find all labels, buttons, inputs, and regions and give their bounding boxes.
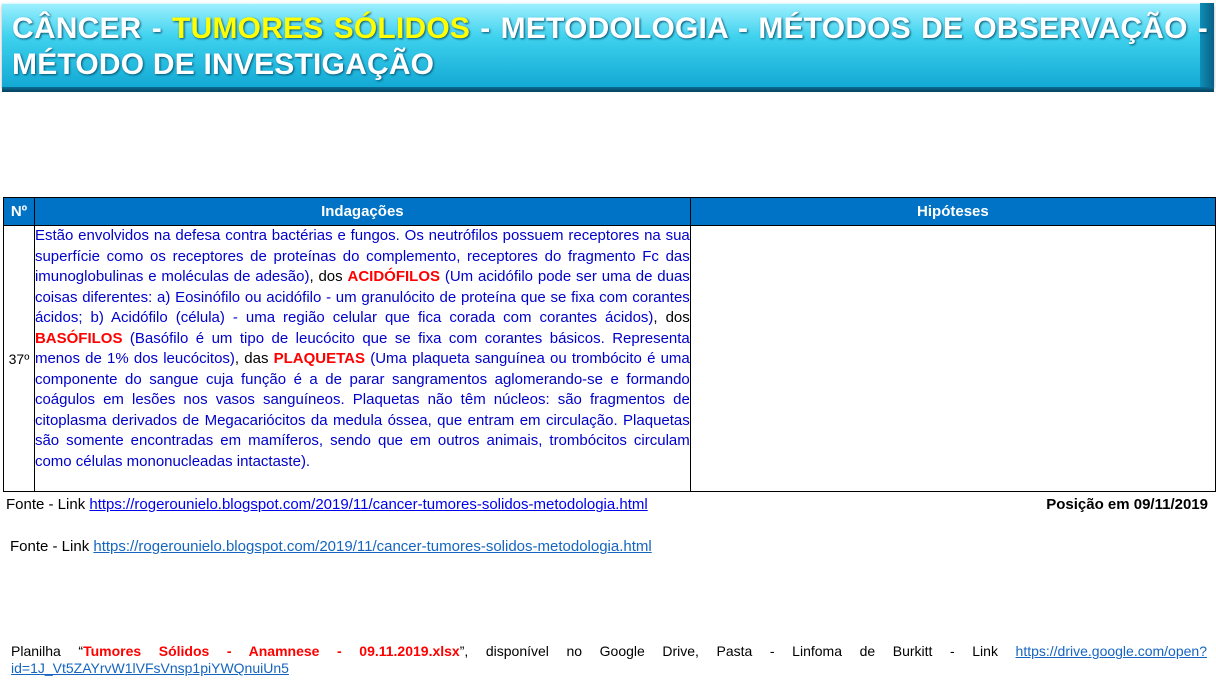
source-link[interactable]: https://rogerounielo.blogspot.com/2019/11/cancer-tumores-solidos-metodologia.html [89, 496, 648, 513]
term-plaquetas: PLAQUETAS [273, 350, 366, 367]
inquiry-table [3, 197, 1216, 492]
row-number: 37º [4, 226, 35, 492]
source-link-2[interactable]: https://rogerounielo.blogspot.com/2019/11/cancer-tumores-solidos-metodologia.html [93, 538, 652, 555]
source-label-2: Fonte - Link [10, 538, 94, 555]
term-acidofilos: ACIDÓFILOS [347, 268, 440, 285]
source-line [6, 496, 648, 513]
planilha-suffix: ”, disponível no Google Drive, Pasta - Linfoma de Burkitt - Link [459, 643, 1016, 659]
drive-link[interactable]: https://drive.google.com/open?id=1J_Vt5ZAYrvW1lVFsVnsp1piYWQnuiUn5 [11, 643, 1207, 676]
title-part-2: - METODOLOGIA - MÉTODOS DE OBSERVAÇÃO - MÉTODO DE INVESTIGAÇÃO [12, 12, 1208, 81]
q-text-4: (Uma plaqueta sanguínea ou trombócito é uma componente do sangue cuja função é a de parar sangramentos aglomerando-se e formando coágulos em lesões nos vasos sanguíneos. Plaquetas não têm núcleos: são fragmentos de citoplasma derivados de Megacariócitos da medula óssea, que entram em circulação. Plaquetas são somente encontradas em mamíferos, sendo que em outros animais, trombócitos circulam como células mononucleadas intactaste). [34, 350, 690, 470]
banner-shadow [2, 87, 1214, 92]
q-das: , das [234, 350, 274, 367]
title-banner [2, 3, 1214, 87]
header-hypotheses: Hipóteses [690, 198, 1215, 226]
page-title [12, 11, 1208, 83]
hypothesis-cell[interactable] [690, 226, 1215, 492]
title-highlight: TUMORES SÓLIDOS [172, 12, 471, 45]
planilha-note [11, 643, 1207, 677]
q-text-3: (Basófilo é um tipo de leucócito que se fixa com corantes básicos. Representa menos de 1% dos leucócitos) [34, 329, 690, 367]
q-dos-2: , dos [653, 309, 690, 326]
table-header-row [4, 198, 1216, 226]
planilha-prefix: Planilha “ [11, 643, 84, 659]
planilha-file: Tumores Sólidos - Anamnese - 09.11.2019.xlsx [83, 643, 460, 659]
position-date: Posição em 09/11/2019 [1046, 496, 1208, 513]
q-dos-1: , dos [309, 268, 348, 285]
q-text-1: Estão envolvidos na defesa contra bactérias e fungos. Os neutrófilos possuem receptores na sua superfície como os receptores de proteínas do complemento, receptores do fragmento Fc das imunoglobulinas e moléculas de adesão) [34, 227, 690, 285]
header-questions: Indagações [34, 198, 690, 226]
source-line-2 [10, 538, 652, 555]
question-text [35, 226, 690, 472]
table-row [4, 226, 1216, 492]
q-text-2: (Um acidófilo pode ser uma de duas coisas diferentes: a) Eosinófilo ou acidófilo - um granulócito de proteína que se fixa com corantes ácidos; b) Acidófilo (célula) - uma região celular que fica corada com corantes ácidos) [34, 268, 690, 326]
question-cell[interactable] [34, 226, 690, 492]
title-part-1: CÂNCER - [12, 12, 173, 45]
term-basofilos: BASÓFILOS [34, 329, 123, 347]
header-num: Nº [4, 198, 35, 226]
source-label: Fonte - Link [6, 496, 90, 513]
